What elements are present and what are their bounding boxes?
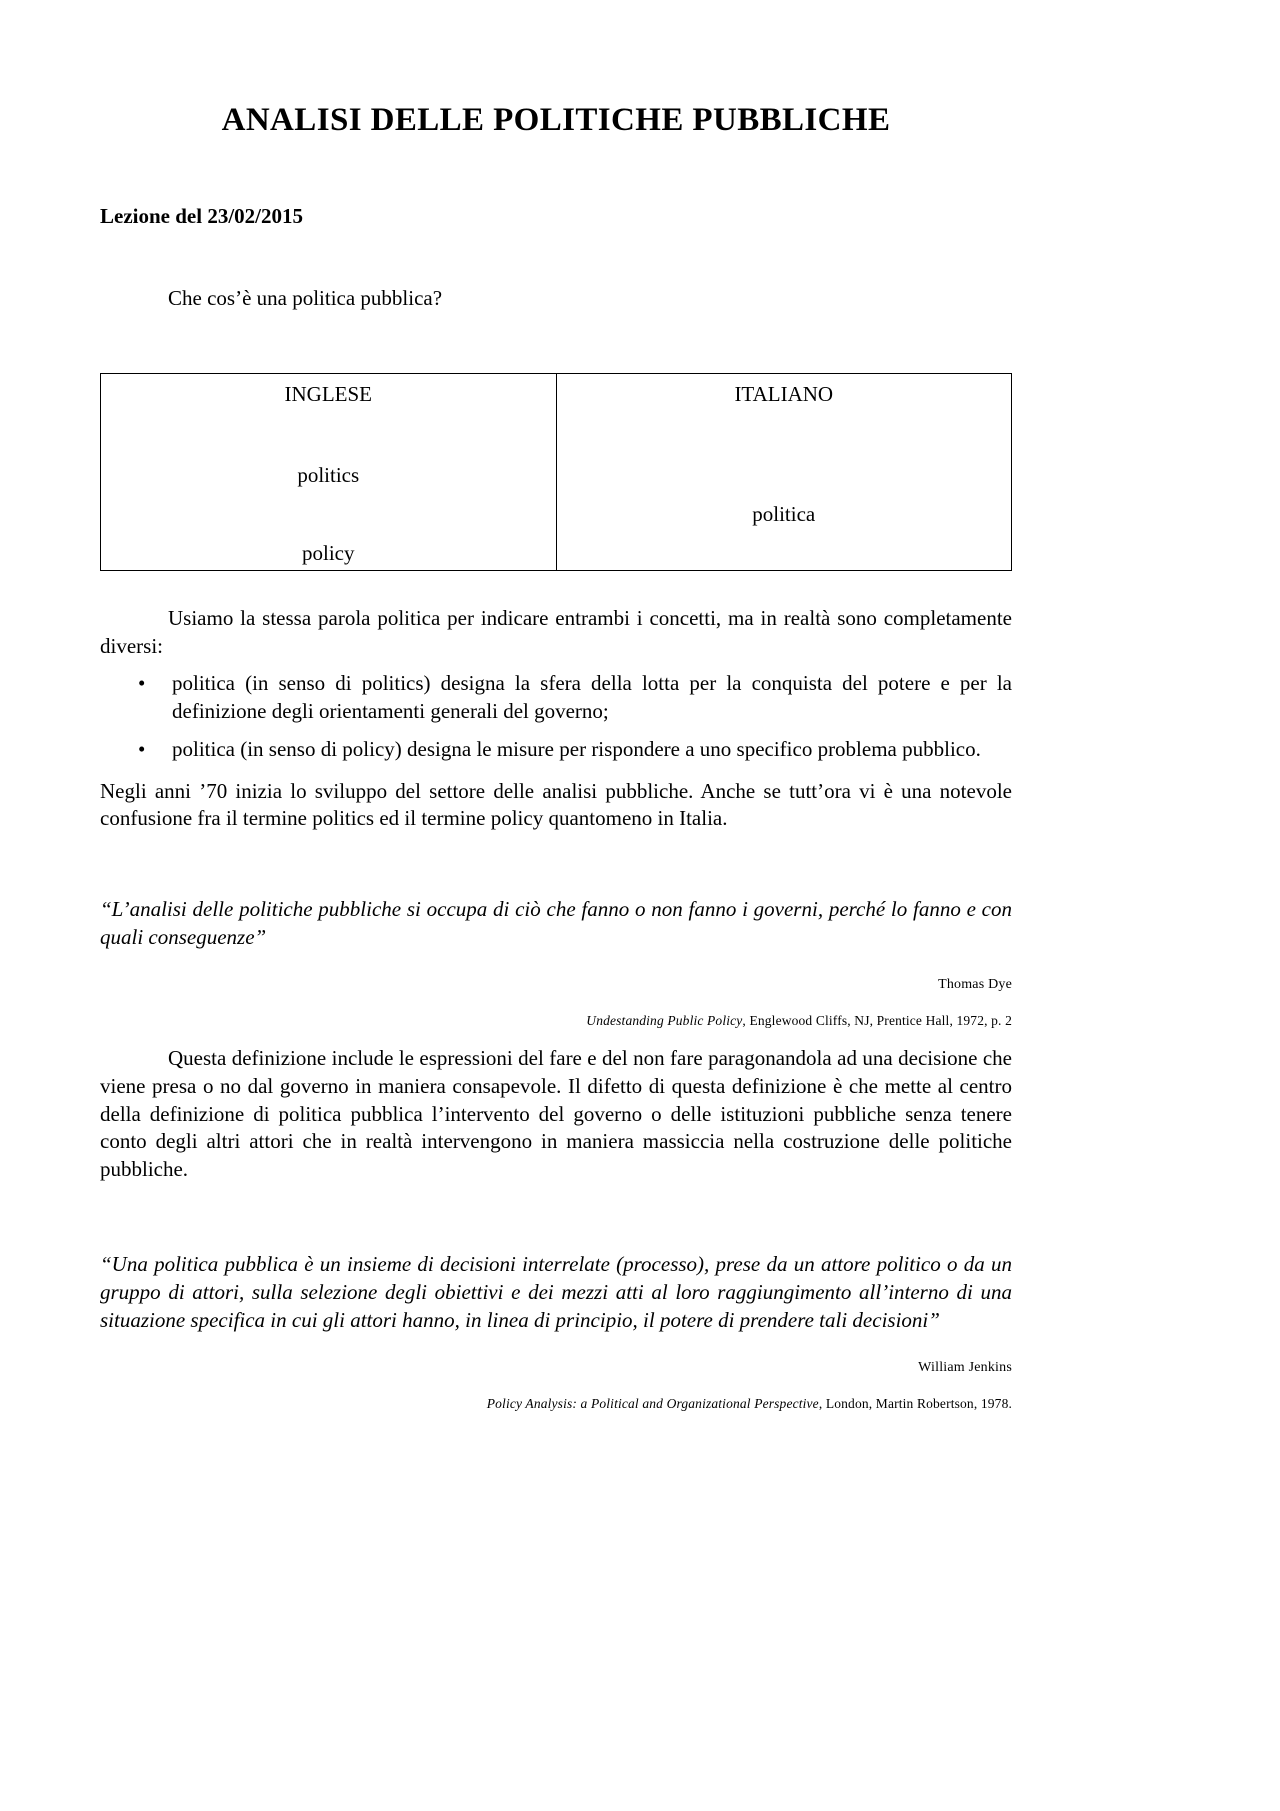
bullet-icon: • (138, 736, 146, 761)
list-item (100, 726, 1012, 764)
table-row (101, 373, 1012, 570)
table-header-italian: ITALIANO (734, 381, 834, 406)
paragraph-usiamo: Usiamo la stessa parola politica per indicare entrambi i concetti, ma in realtà sono completamente diversi: (100, 605, 1012, 658)
bullet-icon: • (138, 671, 146, 696)
quote-author-william-jenkins: William Jenkins (918, 1360, 1012, 1376)
language-comparison-table (100, 373, 1012, 571)
page-content (100, 0, 1012, 1412)
source-details: , London, Martin Robertson, 1978. (818, 1396, 1012, 1412)
paragraph-questa-definizione: Questa definizione include le espressioni del fare e del non fare paragonandola ad una decisione che viene presa o no dal governo in maniera consapevole. Il difetto di questa definizione è che mette al centro della definizione di politica pubblica l’intervento del governo o delle istituzioni pubbliche senza tenere conto degli altri attori che in realtà intervengono in maniera massiccia nella costruzione delle politiche pubbliche. (100, 1046, 1012, 1182)
list-item-text: politica (in senso di policy) designa le misure per rispondere a uno specifico problema pubblico. (172, 736, 981, 761)
table-cell-english (101, 373, 557, 570)
definition-bullet-list (100, 660, 1012, 763)
quote-author-thomas-dye: Thomas Dye (938, 977, 1012, 993)
table-cell-italian (556, 373, 1012, 570)
table-value-policy: policy (302, 540, 355, 565)
page-title: ANALISI DELLE POLITICHE PUBBLICHE (221, 102, 891, 138)
source-title: Undestanding Public Policy (586, 1013, 743, 1029)
quote-william-jenkins: “Una politica pubblica è un insieme di decisioni interrelate (processo), prese da un attore politico o da un gruppo di attori, sulla selezione degli obiettivi e dei mezzi atti al loro raggiungimento all’interno di una situazione specifica in cui gli attori hanno, in linea di principio, il potere di prendere tali decisioni” (100, 1251, 1012, 1333)
table-header-english: INGLESE (284, 381, 372, 406)
intro-question-text: Che cos’è una politica pubblica? (168, 285, 443, 310)
list-item (100, 660, 1012, 725)
table-value-politica: politica (752, 501, 816, 526)
quote-thomas-dye: “L’analisi delle politiche pubbliche si occupa di ciò che fanno o non fanno i governi, perché lo fanno e con quali conseguenze” (100, 896, 1012, 950)
paragraph-negli-anni: Negli anni ’70 inizia lo sviluppo del settore delle analisi pubbliche. Anche se tutt’ora vi è una notevole confusione fra il termine politics ed il termine policy quantomeno in Italia. (100, 778, 1012, 831)
lecture-date-heading: Lezione del 23/02/2015 (100, 203, 303, 228)
quote-source-thomas-dye (100, 993, 1012, 1029)
list-item-text: politica (in senso di politics) designa la sfera della lotta per la conquista del potere e per la definizione degli orientamenti generali del governo; (172, 671, 1012, 724)
quote-source-william-jenkins (100, 1376, 1012, 1412)
source-title: Policy Analysis: a Political and Organizational Perspective (486, 1396, 819, 1412)
table-value-politics: politics (297, 462, 360, 487)
source-details: , Englewood Cliffs, NJ, Prentice Hall, 1972, p. 2 (742, 1013, 1012, 1029)
